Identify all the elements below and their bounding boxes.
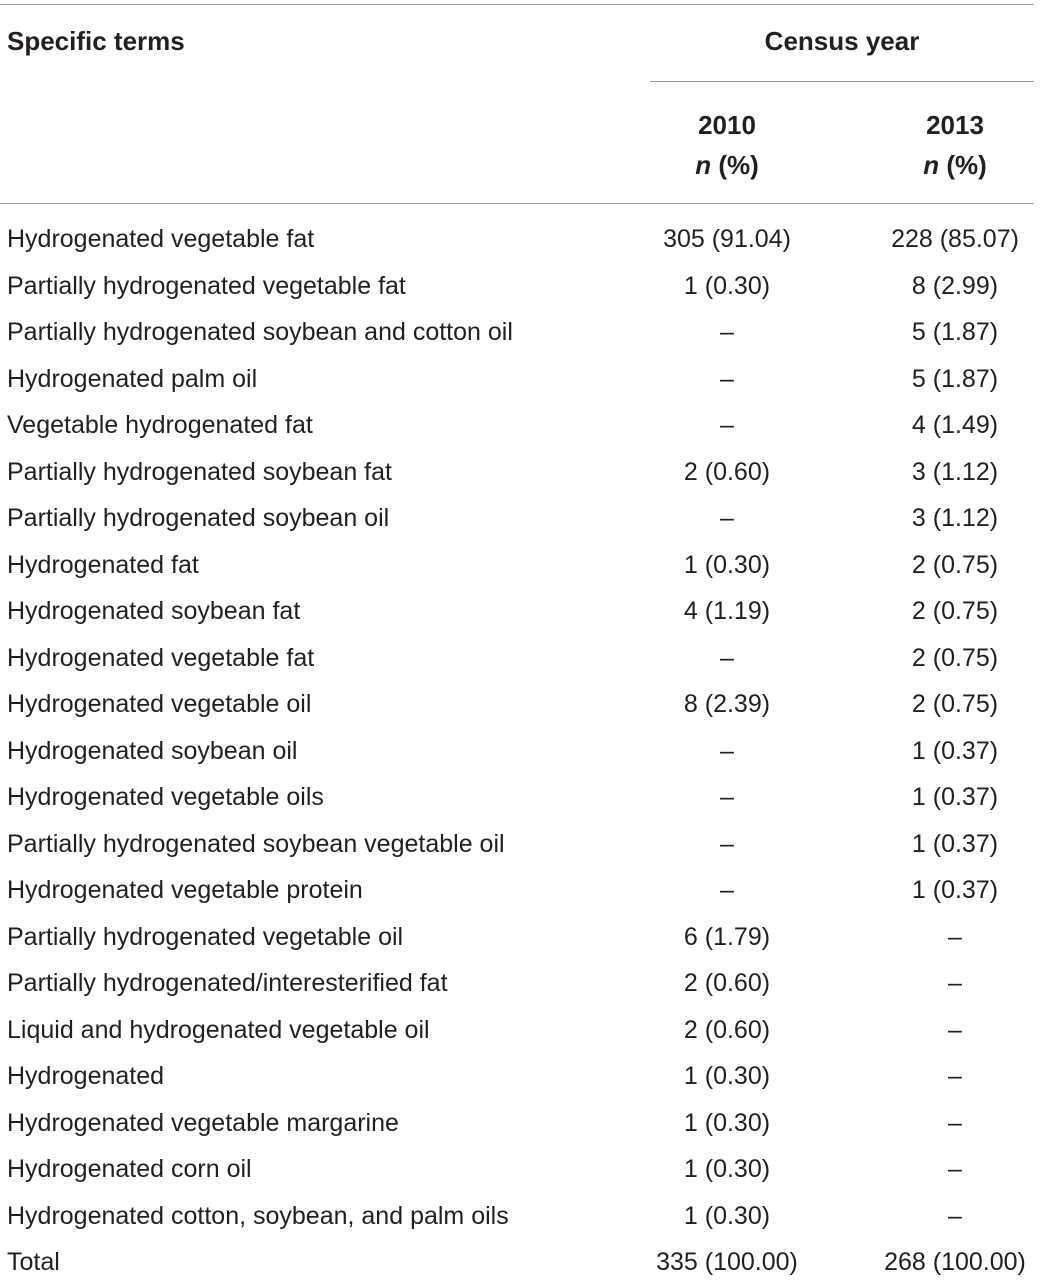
row-value-2013: 5 (1.87) xyxy=(911,318,999,346)
row-value-2013: 2 (0.75) xyxy=(911,550,999,579)
row-value-2013: – xyxy=(948,1155,962,1183)
row-value-2013: – xyxy=(948,1201,962,1230)
row-term: Hydrogenated vegetable margarine xyxy=(7,1108,399,1137)
row-value-2010: – xyxy=(720,643,734,672)
table-row xyxy=(0,1100,1040,1147)
header-bottom-rule xyxy=(0,203,1034,204)
row-term: Hydrogenated palm oil xyxy=(7,364,258,393)
table-row xyxy=(0,1146,1040,1193)
unit-pct-2010: (%) xyxy=(711,150,759,180)
row-term: Partially hydrogenated vegetable oil xyxy=(7,922,404,951)
row-value-2010: 2 (0.60) xyxy=(683,1015,771,1044)
row-value-2013: 2 (0.75) xyxy=(911,643,999,672)
row-value-2010: 1 (0.30) xyxy=(683,1108,771,1137)
row-term: Liquid and hydrogenated vegetable oil xyxy=(7,1015,430,1044)
row-value-2013: 1 (0.37) xyxy=(911,829,999,858)
row-value-2010: 4 (1.19) xyxy=(683,597,771,625)
row-value-2010: 8 (2.39) xyxy=(683,690,771,718)
column-unit-2013 xyxy=(855,145,1040,185)
row-term: Partially hydrogenated vegetable fat xyxy=(7,271,406,300)
header-census-year: Census year xyxy=(764,26,920,56)
table-row xyxy=(0,1007,1040,1054)
row-term: Partially hydrogenated/interesterified fat xyxy=(7,969,448,997)
row-value-2010: 2 (0.60) xyxy=(683,457,771,486)
row-value-2013: 3 (1.12) xyxy=(911,457,999,486)
row-term: Total xyxy=(7,1248,60,1276)
row-value-2010: 1 (0.30) xyxy=(683,1201,771,1230)
table-row xyxy=(0,635,1040,682)
table-row xyxy=(0,588,1040,635)
row-value-2010: 1 (0.30) xyxy=(683,271,771,300)
row-term: Hydrogenated cotton, soybean, and palm oils xyxy=(7,1201,509,1230)
row-value-2013: – xyxy=(948,1062,962,1090)
row-value-2013: – xyxy=(948,922,962,951)
row-term: Hydrogenated vegetable protein xyxy=(7,876,363,904)
row-value-2010: – xyxy=(720,736,734,765)
row-value-2010: 305 (91.04) xyxy=(663,225,791,253)
row-value-2010: – xyxy=(720,783,734,811)
row-value-2013: 1 (0.37) xyxy=(911,876,999,904)
table-row xyxy=(0,914,1040,961)
table-row xyxy=(0,263,1040,310)
row-value-2013: – xyxy=(948,1108,962,1137)
row-value-2010: – xyxy=(720,876,734,904)
row-value-2010: 335 (100.00) xyxy=(656,1248,798,1276)
table-row xyxy=(0,960,1040,1007)
table-top-rule xyxy=(0,4,1034,5)
row-value-2013: 2 (0.75) xyxy=(911,597,999,625)
row-value-2010: – xyxy=(720,364,734,393)
column-year-2010: 2010 xyxy=(698,110,756,140)
table-row xyxy=(0,495,1040,542)
row-value-2013: 3 (1.12) xyxy=(911,504,999,532)
row-term: Hydrogenated vegetable fat xyxy=(7,643,315,672)
row-term: Hydrogenated vegetable oil xyxy=(7,690,312,718)
row-value-2013: 5 (1.87) xyxy=(911,364,999,393)
table-row xyxy=(0,216,1040,263)
table-row xyxy=(0,1193,1040,1240)
row-value-2010: – xyxy=(720,318,734,346)
row-value-2010: 6 (1.79) xyxy=(683,922,771,951)
table-body xyxy=(0,216,1040,1286)
row-value-2010: – xyxy=(720,411,734,439)
row-value-2013: 1 (0.37) xyxy=(911,783,999,811)
header-specific-terms: Specific terms xyxy=(7,26,185,56)
table-row xyxy=(0,402,1040,449)
column-header-2013 xyxy=(855,105,1040,185)
column-unit-2010 xyxy=(627,145,827,185)
row-value-2010: 1 (0.30) xyxy=(683,1155,771,1183)
row-value-2013: 4 (1.49) xyxy=(911,411,999,439)
row-term: Hydrogenated soybean fat xyxy=(7,597,301,625)
census-year-span-rule xyxy=(650,81,1034,82)
table-row xyxy=(0,867,1040,914)
row-value-2013: – xyxy=(948,969,962,997)
table-row xyxy=(0,309,1040,356)
row-value-2010: – xyxy=(720,504,734,532)
row-term: Partially hydrogenated soybean and cotton oil xyxy=(7,318,513,346)
row-value-2013: 228 (85.07) xyxy=(891,225,1019,253)
table-row-total xyxy=(0,1239,1040,1286)
row-term: Partially hydrogenated soybean vegetable oil xyxy=(7,829,505,858)
row-term: Hydrogenated vegetable fat xyxy=(7,225,315,253)
row-value-2010: 1 (0.30) xyxy=(683,1062,771,1090)
unit-n-2013: n xyxy=(923,150,940,180)
table-row xyxy=(0,681,1040,728)
table-row xyxy=(0,356,1040,403)
table-row xyxy=(0,542,1040,589)
row-value-2013: 268 (100.00) xyxy=(884,1248,1026,1276)
table-row xyxy=(0,728,1040,775)
row-term: Hydrogenated corn oil xyxy=(7,1155,252,1183)
row-value-2013: 2 (0.75) xyxy=(911,690,999,718)
table-row xyxy=(0,774,1040,821)
row-value-2010: 2 (0.60) xyxy=(683,969,771,997)
column-year-2013: 2013 xyxy=(926,110,984,140)
row-term: Partially hydrogenated soybean oil xyxy=(7,504,390,532)
row-value-2013: 1 (0.37) xyxy=(911,736,999,765)
row-term: Hydrogenated xyxy=(7,1062,165,1090)
row-value-2013: – xyxy=(948,1015,962,1044)
row-value-2013: 8 (2.99) xyxy=(911,271,999,300)
table-row xyxy=(0,1053,1040,1100)
row-value-2010: – xyxy=(720,829,734,858)
table-row xyxy=(0,821,1040,868)
unit-n-2010: n xyxy=(695,150,712,180)
row-term: Hydrogenated vegetable oils xyxy=(7,783,324,811)
row-term: Hydrogenated soybean oil xyxy=(7,736,298,765)
unit-pct-2013: (%) xyxy=(939,150,987,180)
column-header-2010 xyxy=(627,105,827,185)
row-term: Partially hydrogenated soybean fat xyxy=(7,457,392,486)
row-term: Vegetable hydrogenated fat xyxy=(7,411,313,439)
table-row xyxy=(0,449,1040,496)
row-value-2010: 1 (0.30) xyxy=(683,550,771,579)
row-term: Hydrogenated fat xyxy=(7,550,199,579)
